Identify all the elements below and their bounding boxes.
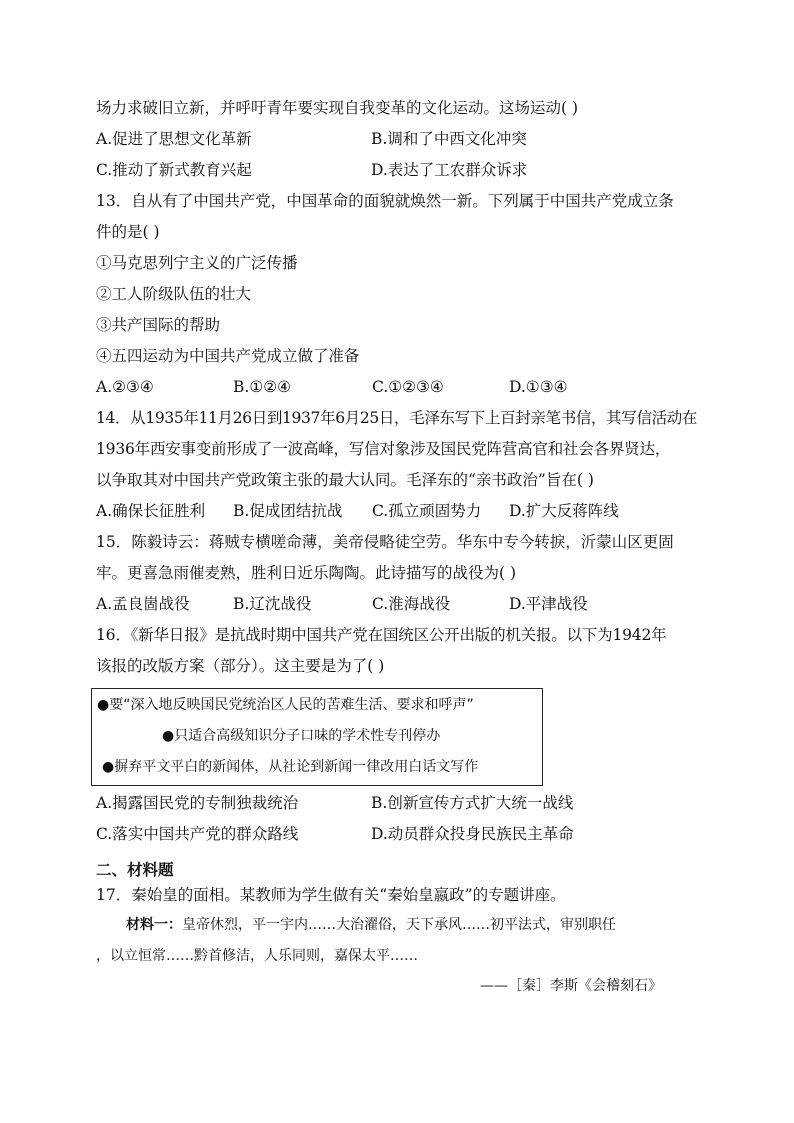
q16-option-c: C.落实中国共产党的群众路线 <box>96 825 299 843</box>
q16-option-d: D.动员群众投身民族民主革命 <box>371 825 574 843</box>
q17-material-source: ——［秦］李斯《会稽刻石》 <box>480 978 662 994</box>
q17-material-text1: 皇帝休烈，平一宇内……大治濯俗，天下承风……初平法式，审别职任 <box>182 917 616 933</box>
q13-item-3: ③共产国际的帮助 <box>96 316 221 334</box>
q17-material-lead: 材料一： <box>126 917 182 933</box>
q15-option-d: D.平津战役 <box>509 595 588 613</box>
q17-stem: 17．秦始皇的面相。某教师为学生做有关“秦始皇嬴政”的专题讲座。 <box>96 886 566 904</box>
q13-item-4: ④五四运动为中国共产党成立做了准备 <box>96 347 360 365</box>
q14-stem-line3: 以争取其对中国共产党政策主张的最大认同。毛泽东的“亲书政治”旨在( ) <box>96 471 594 489</box>
q12-stem-continuation: 场力求破旧立新，并呼吁青年要实现自我变革的文化运动。这场运动( ) <box>96 99 579 117</box>
q13-stem-line2: 件的是( ) <box>96 223 160 241</box>
q16-option-b: B.创新宣传方式扩大统一战线 <box>371 794 574 812</box>
q14-option-b: B.促成团结抗战 <box>233 502 343 520</box>
q15-option-a: A.孟良崮战役 <box>96 595 190 613</box>
q16-option-a: A.揭露国民党的专制独裁统治 <box>96 794 299 812</box>
q16-reform-plan-box <box>91 688 543 786</box>
q13-item-1: ①马克思列宁主义的广泛传播 <box>96 254 298 272</box>
q14-option-a: A.确保长征胜利 <box>96 502 206 520</box>
q16-box-item-3: ●摒弃平文平白的新闻体，从社论到新闻一律改用白话文写作 <box>102 759 479 775</box>
q13-option-a: A.②③④ <box>96 378 154 396</box>
q12-option-a: A.促进了思想文化革新 <box>96 130 252 148</box>
q13-option-c: C.①②③④ <box>372 378 444 396</box>
q12-option-c: C.推动了新式教育兴起 <box>96 161 252 179</box>
q15-stem-line2: 牢。更喜急雨催麦熟，胜利日近乐陶陶。此诗描写的战役为( ) <box>96 564 517 582</box>
q16-stem-line1: 16．《新华日报》是抗战时期中国共产党在国统区公开出版的机关报。以下为1942年 <box>96 626 667 644</box>
q16-box-item-1: ●要“深入地反映国民党统治区人民的苦难生活、要求和呼声” <box>97 697 474 713</box>
q12-option-b: B.调和了中西文化冲突 <box>371 130 527 148</box>
q16-stem-line2: 该报的改版方案（部分）。这主要是为了( ) <box>96 657 385 675</box>
q14-stem-line1: 14．从1935年11月26日到1937年6月25日，毛泽东写下上百封亲笔书信，其写信活动在 <box>96 409 698 427</box>
q17-material-line1 <box>126 915 616 935</box>
q15-option-c: C.淮海战役 <box>372 595 451 613</box>
q15-option-b: B.辽沈战役 <box>233 595 312 613</box>
q13-stem-line1: 13．自从有了中国共产党，中国革命的面貌就焕然一新。下列属于中国共产党成立条 <box>96 192 674 210</box>
q17-material-line2: ，以立恒常……黔首修洁，人乐同则，嘉保太平…… <box>96 948 418 964</box>
q16-box-item-2: ●只适合高级知识分子口味的学术性专刊停办 <box>162 728 441 744</box>
q15-stem-line1: 15．陈毅诗云：蒋贼专横嗟命薄，美帝侵略徒空劳。华东中专今转捩，沂蒙山区更固 <box>96 533 674 551</box>
q13-option-b: B.①②④ <box>233 378 292 396</box>
q14-option-d: D.扩大反蒋阵线 <box>509 502 619 520</box>
q14-stem-line2: 1936年西安事变前形成了一波高峰，写信对象涉及国民党阵营高官和社会各界贤达， <box>96 440 671 458</box>
q12-option-d: D.表达了工农群众诉求 <box>371 161 528 179</box>
q13-item-2: ②工人阶级队伍的壮大 <box>96 285 252 303</box>
q13-option-d: D.①③④ <box>509 378 568 396</box>
q14-option-c: C.孤立顽固势力 <box>372 502 482 520</box>
section-heading-material: 二、材料题 <box>96 861 174 879</box>
